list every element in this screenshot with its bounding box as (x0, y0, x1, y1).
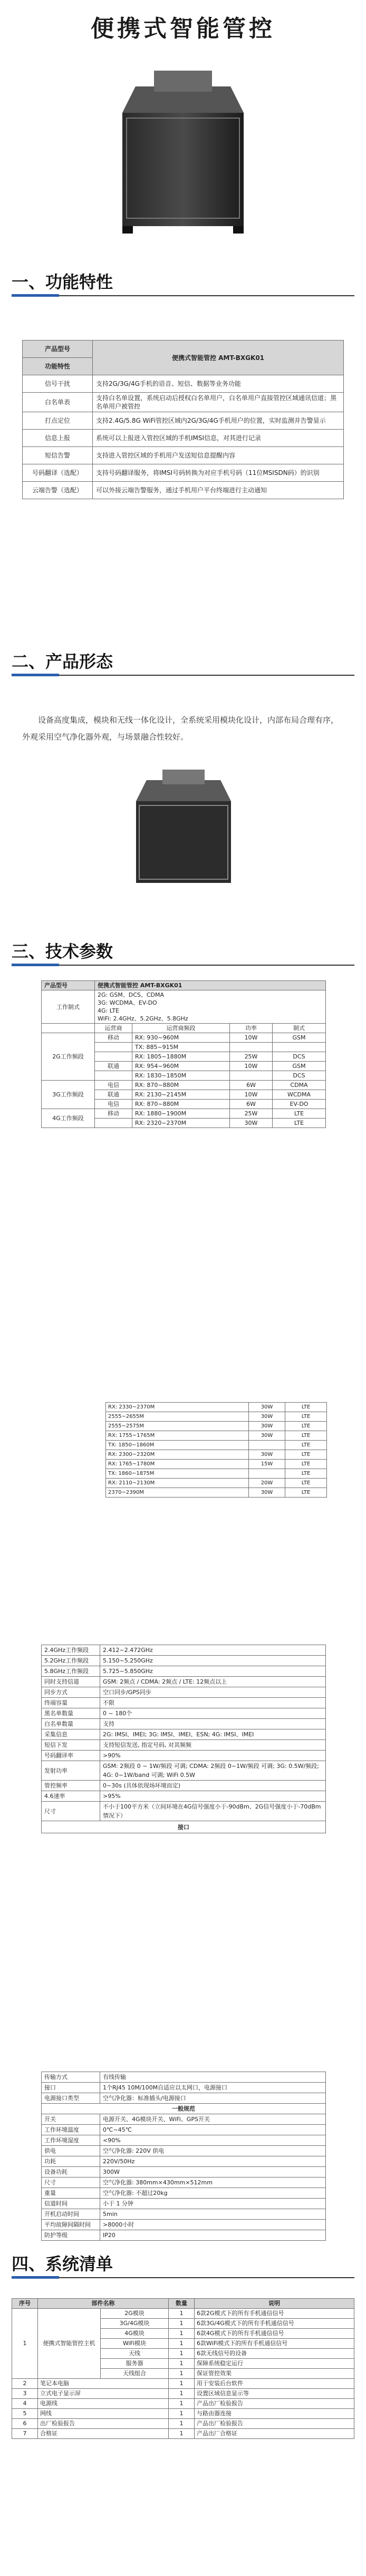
param-row: 同步方式 空口同步/GPS同步 (42, 1687, 326, 1698)
bom-row: 3G/4G模块 1 6款3G/4G模式下的所有手机通信信号 (12, 2319, 354, 2329)
tech-row: RX: 1830~1850M DCS (42, 1071, 326, 1081)
bom-row: 2 笔记本电脑 1 用于安装后台软件 (12, 2379, 354, 2389)
section-heading-tech: 三、技术参数 (12, 941, 113, 961)
spec-row: 信道时间 小于 1 分钟 (42, 2199, 326, 2209)
param-row: 5.2GHz工作频段 5.150~5.250GHz (42, 1656, 326, 1666)
bom-row: 4G模块 1 6款4G模式下的所有手机通信信号 (12, 2329, 354, 2339)
bom-row: 1 便携式智能管控主机 2G模块 1 6款2G模式下的所有手机通信信号 (12, 2309, 354, 2319)
tech-row: RX: 2320~2370M 30W LTE (42, 1119, 326, 1128)
tech-row: RX: 1765~1780M 15W LTE (106, 1460, 327, 1469)
bom-row: 6 出厂检验报告 1 产品出厂检验报告 (12, 2419, 354, 2429)
bom-table: 序号 部件名称 数量 说明 1 便携式智能管控主机 2G模块 1 6款2G模式下的所有手机通信信号 3G/4G模块 1 6款3G/4G模式下的所有手机通信信号 4G模块 1 6款4G模式下的所有手机通信信号 WiFi模块 1 6款WiFi模式下的所有手机通信信号 天线 1 6款无线信号的设备 服务器 1 保障系统稳定运行 天线组合 1 保证管控效果 2 笔记本电脑 1 用于安装后台软件 3 立式电子显示屏 1 设置区域信息显示等 4 电源线 1 产品出厂检验报告 5 网线 1 与路由器连接 6 出厂检验报告 1 产品出厂检验报告 7 合格证 1 产品出厂合格证 (12, 2298, 354, 2439)
tech-params-table-cont (105, 1402, 327, 1498)
spec-row: 平均故障间隔时间 >8000小时 (42, 2220, 326, 2230)
model-label: 产品型号 (23, 341, 93, 358)
tech-row: 联通 RX: 2130~2145M 10W WCDMA (42, 1090, 326, 1100)
tech-row: 2555~2655M 30W LTE (106, 1412, 327, 1422)
tech-row: 2G工作频段 移动 RX: 930~960M 10W GSM (42, 1033, 326, 1043)
param-row: 发射功率 GSM: 2频段 0 ~ 1W/频段 可调; CDMA: 2频段 0~1W/频段 可调; 3G: 0.5W/频段; 4G: 0~1W/band 可调; WiFi 0.5W (42, 1761, 326, 1781)
bom-row: 7 合格证 1 产品出厂合格证 (12, 2429, 354, 2439)
bom-row: 3 立式电子显示屏 1 设置区域信息显示等 (12, 2389, 354, 2399)
interface-footer: 接口 (42, 1821, 326, 1833)
spec-row: 尺寸 空气净化器: 380mm×430mm×512mm (42, 2178, 326, 2188)
section-divider (12, 965, 354, 966)
tech-row: 3G工作频段 电信 RX: 870~880M 6W CDMA (42, 1081, 326, 1090)
tech-row: RX: 2110~2130M 20W LTE (106, 1479, 327, 1488)
spec-row: 供电 空气净化器: 220V 供电 (42, 2146, 326, 2156)
tech-row: RX: 2300~2320M 30W LTE (106, 1450, 327, 1460)
feature-row: 号码翻译（选配） 支持号码翻译服务，将IMSI号码转换为对应手机号码（11位MSISDN码）的识别 (23, 464, 344, 482)
section-divider (12, 675, 354, 676)
spec-row: 功耗 220V/50Hz (42, 2156, 326, 2167)
param-row: 短信下发 支持短信发送, 指定号码, 对其频频 (42, 1740, 326, 1751)
param-row: 白名单数量 支持 (42, 1719, 326, 1729)
param-row: 终端容量 不限 (42, 1698, 326, 1708)
tech-row: RX: 1755~1765M 30W LTE (106, 1431, 327, 1441)
spec-row: 传输方式 有线传输 (42, 2072, 326, 2083)
spec-row: 工作环境湿度 <90% (42, 2135, 326, 2146)
tech-row: 联通 RX: 954~960M 10W GSM (42, 1062, 326, 1071)
tech-row: 4G工作频段 移动 RX: 1880~1900M 25W LTE (42, 1109, 326, 1119)
tech-row: TX: 1850~1860M LTE (106, 1441, 327, 1450)
tech-row: RX: 2330~2370M 30W LTE (106, 1403, 327, 1412)
func-label: 功能特性 (23, 358, 93, 375)
feature-row: 白名单表 支持白名单设置，系统启动后授权白名单用户，白名单用户直接管控区域通讯信道；黑名单用户被管控 (23, 393, 344, 412)
feature-row: 打点定位 支持2.4G/5.8G WiFi管控区域内2G/3G/4G手机用户的位置，实时监测并告警显示 (23, 412, 344, 430)
tech-row: 2555~2575M 30W LTE (106, 1422, 327, 1431)
param-row: 采集信息 2G: IMSI、IMEI; 3G: IMSI、IMEI、ESN; 4G: IMSI、IMEI (42, 1729, 326, 1740)
spec-row: 重量 空气净化器: 不超过20kg (42, 2188, 326, 2199)
tech-row: 电信 RX: 870~880M 6W EV-DO (42, 1100, 326, 1109)
param-row: 黑名单数量 0 ~ 180个 (42, 1708, 326, 1719)
feature-row: 短信告警 支持进入管控区域的手机用户发送短信息提醒内容 (23, 447, 344, 464)
section-heading-features: 一、功能特性 (12, 272, 113, 292)
spec-row: 电源接口类型 空气净化器：标准插头/电源接口 (42, 2093, 326, 2104)
tech-params-table-more (41, 1645, 326, 1833)
model-value: 便携式智能管控 AMT-BXGK01 (93, 341, 344, 375)
param-row: 号码翻译率 >90% (42, 1751, 326, 1761)
tech-row: RX: 1805~1880M 25W DCS (42, 1052, 326, 1062)
tech-params-table: 产品型号 便携式智能管控 AMT-BXGK01 工作制式 2G: GSM、DCS、CDMA 3G: WCDMA、EV-DO 4G: LTE WiFi: 2.4GHz、5.2GHz、5.8GHz 运营商 运营商频段 功率 制式 2G工作频段 移动 RX: 930~960M 10W GSM TX: 885~915M RX: 1805~1880M 25W DCS 联通 RX: 954~960M 10W GSM RX: 1830~1850M DCS 3G工作频段 电信 RX: 870~880M 6W CDMA 联通 RX: 2130~2145M 10W WCDMA 电信 RX: 870~880M 6W EV-DO 4G工作频段 移动 RX: 1880~1900M 25W LTE RX: 2320~2370M 30W LTE (41, 980, 326, 1128)
tech-row: TX: 885~915M (42, 1043, 326, 1052)
tech-row: TX: 1860~1875M LTE (106, 1469, 327, 1479)
param-row: 5.8GHz工作频段 5.725~5.850GHz (42, 1666, 326, 1677)
spec-row: 防护等级 IP20 (42, 2230, 326, 2241)
spec-row: 设备功耗 300W (42, 2167, 326, 2178)
page-title: 便携式智能管控 (91, 15, 275, 42)
product-hero-image (112, 55, 254, 239)
section-divider (12, 2277, 354, 2278)
spec-row: 开机启动时间 5min (42, 2209, 326, 2220)
product-photo (126, 759, 242, 891)
section-divider (12, 295, 354, 296)
param-row: 管控频率 0~30s (具体依现场环境而定) (42, 1781, 326, 1791)
bom-row: WiFi模块 1 6款WiFi模式下的所有手机通信信号 (12, 2339, 354, 2349)
spec-row: 工作环境温度 0℃~45℃ (42, 2125, 326, 2135)
section-heading-form: 二、产品形态 (12, 652, 113, 672)
section-heading-bom: 四、系统清单 (12, 2254, 113, 2274)
param-row: 2.4GHz工作频段 2.412~2.472GHz (42, 1645, 326, 1656)
general-specs-table (41, 2072, 326, 2241)
form-paragraph: 设备高度集成，模块和无线一体化设计，全系统采用模块化设计，内部布局合理有序，外观采用空气净化器外观，与场景融合性较好。 (22, 715, 339, 742)
feature-row: 信息上报 系统可以上报进入管控区域的手机IMSI信息，对其进行记录 (23, 430, 344, 447)
param-row: 尺寸 不小于100平方米（立间环境在4G信号强度小于-90dBm、2G信号强度小于-70dBm情况下） (42, 1802, 326, 1821)
bom-row: 天线 1 6款无线信号的设备 (12, 2349, 354, 2359)
param-row: 同时支持信道 GSM: 2频点 / CDMA: 2频点 / LTE: 12频点以上 (42, 1677, 326, 1687)
tech-row: 2370~2390M 30W LTE (106, 1488, 327, 1498)
spec-row: 开关 电源开关、4G模块开关、WiFi、GPS开关 (42, 2114, 326, 2125)
param-row: 4.6速率 >95% (42, 1791, 326, 1802)
feature-row: 云端告警（选配） 可以外接云端告警服务，通过手机用户平台终端进行主动通知 (23, 482, 344, 499)
features-table (22, 340, 344, 499)
spec-row: 一般规范 (42, 2104, 326, 2114)
feature-row: 信号干扰 支持2G/3G/4G手机的语音、短信、数据等业务功能 (23, 375, 344, 393)
bom-row: 天线组合 1 保证管控效果 (12, 2369, 354, 2379)
bom-row: 服务器 1 保障系统稳定运行 (12, 2359, 354, 2369)
spec-row: 接口 1个RJ45 10M/100M自适应以太网口，电源接口 (42, 2083, 326, 2093)
bom-row: 4 电源线 1 产品出厂检验报告 (12, 2399, 354, 2409)
bom-row: 5 网线 1 与路由器连接 (12, 2409, 354, 2419)
